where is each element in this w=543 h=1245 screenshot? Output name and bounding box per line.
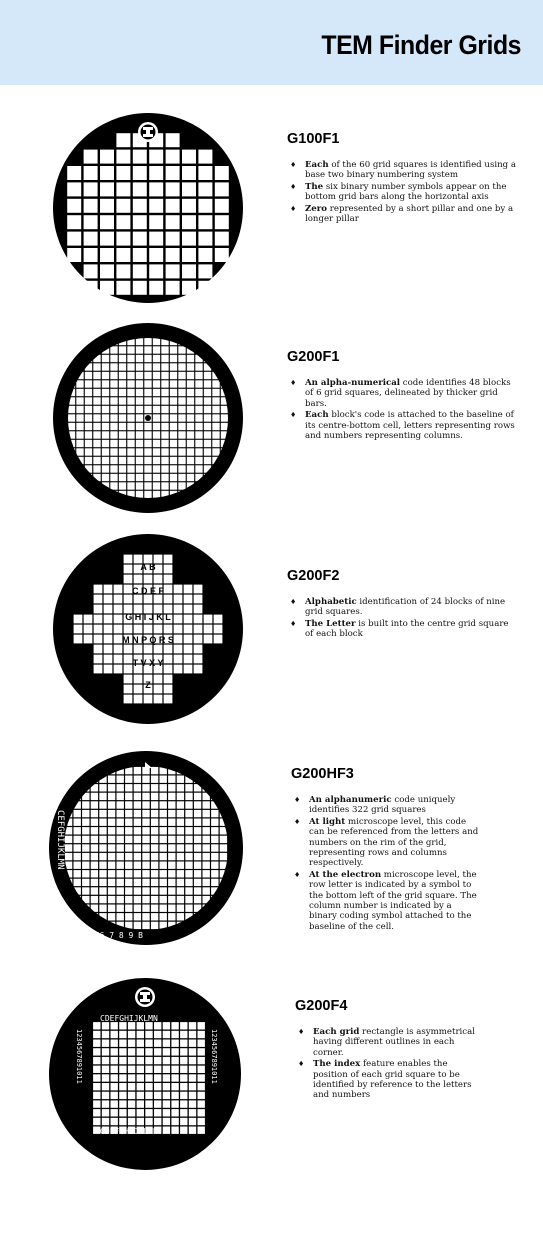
header-banner	[0, 0, 543, 85]
page-title: TEM Finder Grids	[321, 30, 521, 60]
bullet-item: ♦ An alphanumeric code uniquely identifies 322 grid squares	[291, 795, 481, 816]
row-label: T V X Y	[132, 658, 164, 668]
grid-image-g200hf3	[48, 750, 244, 946]
bullet-item: ♦ At the electron microscope level, the row letter is indicated by a symbol to the bottom left of the grid square. The column number is indicated by a binary coding symbol attached to the baseline of the cell.	[291, 870, 481, 932]
bottom-letters: CDEFGHIJKLMN	[100, 1127, 158, 1136]
bullet-list	[291, 795, 481, 932]
bullet-list	[287, 597, 517, 640]
info-g200hf3	[291, 766, 521, 933]
info-g100f1	[287, 131, 517, 225]
info-g200f4	[295, 998, 525, 1102]
bullet-list	[295, 1027, 480, 1101]
grid-image-g200f4	[48, 977, 242, 1171]
bullet-item: ♦ At light microscope level, this code can be referenced from the letters and numbers on the rim of the grid, representing rows and columns respectively.	[291, 817, 481, 869]
info-g200f1	[287, 349, 517, 442]
row-label: G H I J K L	[125, 612, 171, 622]
top-letters: CDEFGHIJKLMN	[100, 1014, 158, 1023]
side-numbers: 1234567891011	[75, 1029, 83, 1084]
row-label: M N P Q R S	[122, 635, 174, 645]
bullet-item: ♦ The index feature enables the position of each grid square to be identified by reference to the letters and numbers	[295, 1059, 480, 1101]
rim-numbers: TS6 7 8 9 B	[90, 931, 143, 940]
grid-image-g200f2	[52, 533, 244, 725]
bullet-item: ♦ Each block's code is attached to the baseline of its centre-bottom cell, letters representing rows and numbers representing columns.	[287, 410, 517, 441]
bullet-item: ♦ An alpha-numerical code identifies 48 blocks of 6 grid squares, delineated by thicker grid bars.	[287, 378, 517, 409]
bullet-item: ♦ Zero represented by a short pillar and one by a longer pillar	[287, 204, 517, 225]
bullet-list	[287, 160, 517, 224]
grid-code: G100F1	[287, 131, 340, 147]
bullet-item: ♦ Each of the 60 grid squares is identified using a base two binary numbering system	[287, 160, 517, 181]
grid-code: G200F1	[287, 349, 340, 365]
bullet-item: ♦ Each grid rectangle is asymmetrical having different outlines in each corner.	[295, 1027, 480, 1058]
rim-letters: CEFGHIJKLMN	[55, 810, 65, 870]
bullet-list	[287, 378, 517, 441]
grid-code: G200F4	[295, 998, 348, 1014]
bullet-item: ♦ Alphabetic identification of 24 blocks of nine grid squares.	[287, 597, 517, 618]
bullet-item: ♦ The Letter is built into the centre grid square of each block	[287, 619, 517, 640]
grid-code: G200F2	[287, 568, 340, 584]
side-numbers: 1234567891011	[210, 1029, 218, 1084]
info-g200f2	[287, 568, 517, 641]
grid-image-g200f1	[52, 322, 244, 514]
row-label: C D E F	[131, 586, 165, 596]
row-label: A B	[140, 562, 156, 572]
grid-image-g100f1	[52, 112, 244, 304]
grid-code: G200HF3	[291, 766, 354, 782]
bullet-item: ♦ The six binary number symbols appear on the bottom grid bars along the horizontal axis	[287, 182, 517, 203]
row-label: Z	[145, 680, 151, 690]
